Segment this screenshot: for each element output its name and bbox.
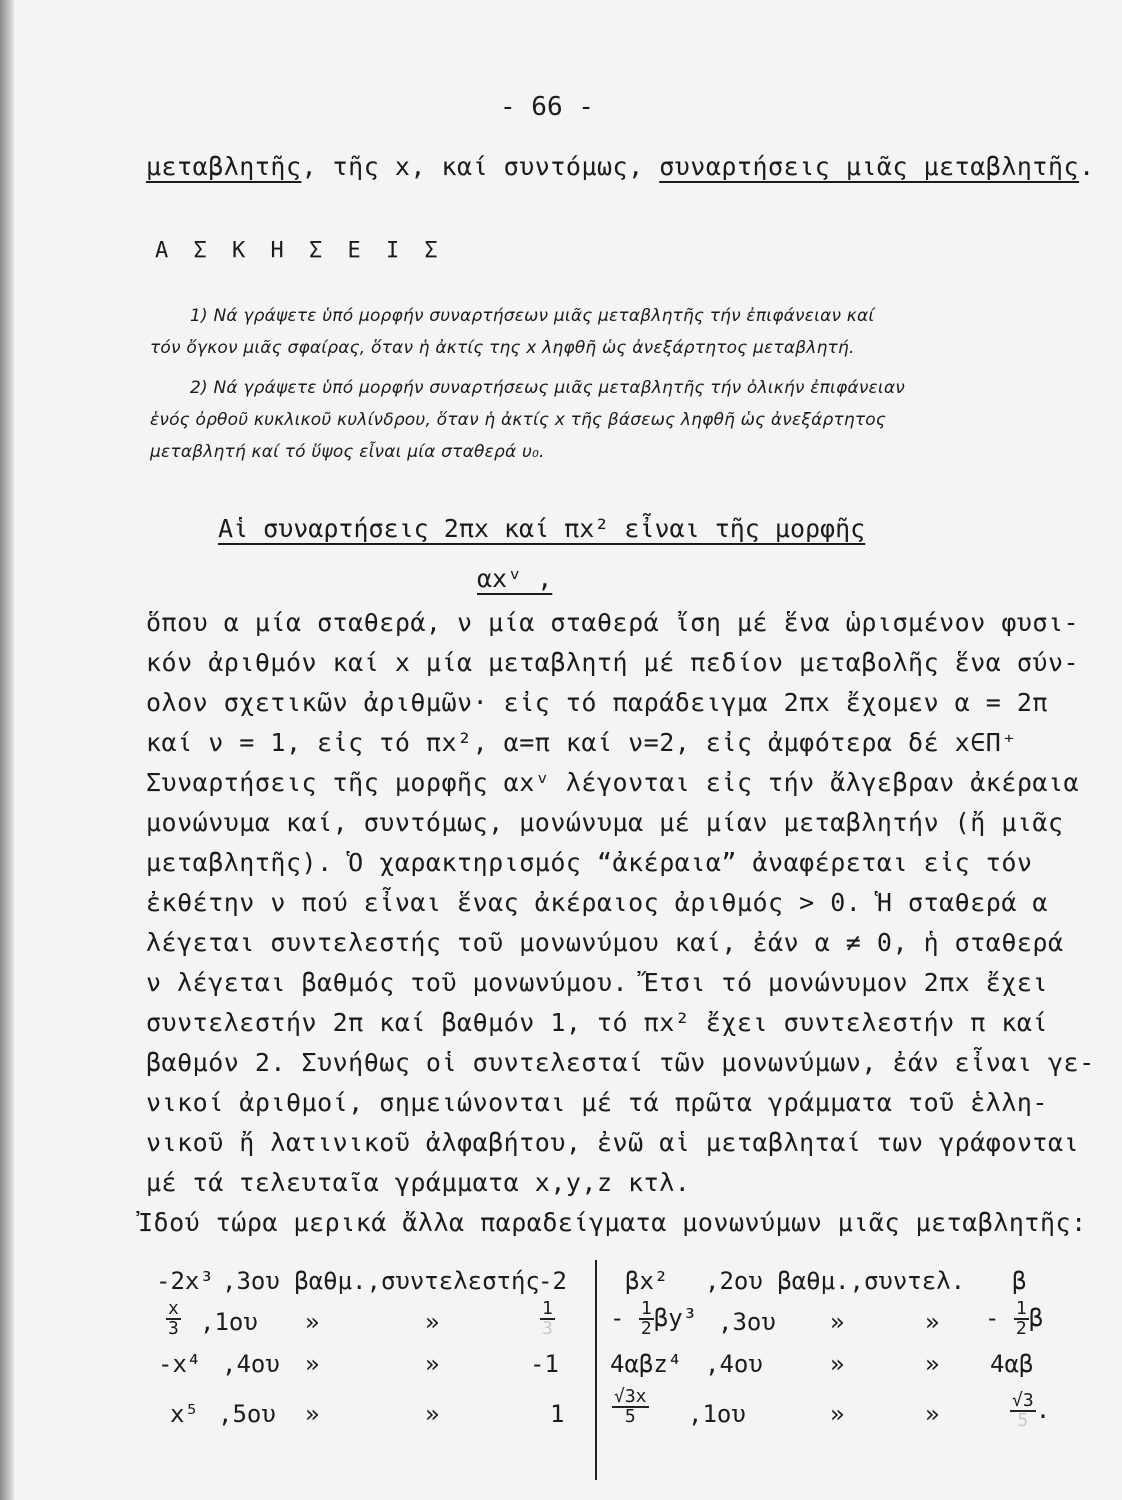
table-left-row-3-degree: ,4ου <box>222 1350 280 1378</box>
body-line-12: βαθμόν 2. Συνήθως οἱ συντελεσταί τῶν μονωνύμων, ἐάν εἶναι γε- <box>146 1048 1095 1077</box>
table-right-row-4-degree: ,1ου <box>688 1400 746 1428</box>
intro-period: . <box>1079 152 1095 181</box>
coef-denominator: 3 <box>542 1318 553 1339</box>
body-line-3: ολον σχετικῶν ἀριθμῶν· εἰς τό παράδειγμα 2πx ἔχομεν α = 2π <box>146 688 1048 717</box>
body-line-7: μεταβλητῆς). Ὁ χαρακτηρισμός “ἀκέραια” ἀναφέρεται εἰς τόν <box>146 848 1033 877</box>
table-right-row-2-ditto-1: » <box>830 1308 845 1336</box>
table-right-row-4-ditto-1: » <box>830 1400 845 1428</box>
expr-numerator: 1 <box>640 1298 652 1319</box>
exercises-heading: Α Σ Κ Η Σ Ε Ι Σ <box>155 238 444 263</box>
topic-formula: αxᵛ , <box>477 564 553 593</box>
coef-numerator: 1 <box>1015 1298 1027 1319</box>
page-binding-edge <box>0 0 14 1500</box>
table-left-row-4-expr: x⁵ <box>170 1400 199 1428</box>
expr-denominator: 2 <box>640 1318 652 1339</box>
coef-numerator: √3 <box>1012 1390 1034 1411</box>
exercise-2-line-1: 2) Νά γράψετε ὑπό μορφήν συναρτήσεως μιᾶς μεταβλητῆς τήν ὁλικήν ἐπιφάνειαν <box>190 378 905 398</box>
body-line-1: ὅπου α μία σταθερά, ν μία σταθερά ἴση μέ ἕνα ὡρισμένον φυσι- <box>146 608 1080 637</box>
table-right-row-1-coef: β <box>1012 1267 1027 1295</box>
coef-denominator: 2 <box>1015 1318 1027 1339</box>
coef-suffix: β <box>1028 1304 1044 1332</box>
intro-term-functions: συναρτήσεις μιᾶς μεταβλητῆς <box>659 152 1080 181</box>
body-line-16: Ἰδού τώρα μερικά ἄλλα παραδείγματα μονωνύμων μιᾶς μεταβλητῆς: <box>138 1208 1087 1237</box>
body-line-11: συντελεστήν 2π καί βαθμόν 1, τό πx² ἔχει συντελεστήν π καί <box>146 1008 1048 1037</box>
table-right-row-4-ditto-2: » <box>925 1400 940 1428</box>
table-left-row-4-coef: 1 <box>550 1400 565 1428</box>
table-left-row-3-ditto-2: » <box>425 1350 440 1378</box>
intro-text: , τῆς x, καί συντόμως, <box>301 152 660 181</box>
body-line-5: Συναρτήσεις τῆς μορφῆς αxᵛ λέγονται εἰς τήν ἄλγεβραν ἀκέραια <box>146 768 1080 797</box>
exercise-2-line-3: μεταβλητή καί τό ὕψος εἶναι μία σταθερά υ₀. <box>150 442 545 462</box>
table-left-row-1-coef: -2 <box>538 1267 567 1295</box>
coef-numerator: 1 <box>542 1298 553 1319</box>
body-line-6: μονώνυμα καί, συντόμως, μονώνυμα μέ μίαν μεταβλητήν (ἤ μιᾶς <box>146 808 1064 837</box>
body-line-2: κόν ἀριθμόν καί x μία μεταβλητή μέ πεδίον μεταβολῆς ἕνα σύν- <box>146 648 1080 677</box>
table-right-row-3-ditto-2: » <box>925 1350 940 1378</box>
table-right-row-2-expr <box>610 1300 697 1338</box>
table-right-row-3-coef: 4αβ <box>990 1350 1034 1378</box>
body-line-9: λέγεται συντελεστής τοῦ μονωνύμου καί, ἐάν α ≠ 0, ἡ σταθερά <box>146 928 1064 957</box>
exercise-1-line-2: τόν ὄγκον μιᾶς σφαίρας, ὅταν ἡ ἀκτίς της x ληφθῆ ὡς ἀνεξάρτητος μεταβλητή. <box>150 338 855 358</box>
expr-denominator: 3 <box>168 1318 179 1339</box>
table-right-row-3-expr: 4αβz⁴ <box>610 1350 683 1378</box>
expr-prefix: - <box>610 1304 625 1332</box>
exercise-2-line-2: ἑνός ὀρθοῦ κυκλικοῦ κυλίνδρου, ὅταν ἡ ἀκτίς x τῆς βάσεως ληφθῆ ὡς ἀνεξάρτητος <box>150 410 887 430</box>
expr-denominator: 5 <box>624 1406 636 1427</box>
table-left-row-2-ditto-2: » <box>425 1308 440 1336</box>
body-line-15: μέ τά τελευταῖα γράμματα x,y,z κτλ. <box>146 1168 691 1197</box>
table-left-row-4-ditto-1: » <box>305 1400 320 1428</box>
table-right-row-3-ditto-1: » <box>830 1350 845 1378</box>
table-left-row-2-coef <box>540 1300 555 1338</box>
body-line-4: καί ν = 1, εἰς τό πx², α=π καί ν=2, εἰς ἀμφότερα δέ x∈Π⁺ <box>146 728 1017 757</box>
exercise-1-line-1: 1) Νά γράψετε ὑπό μορφήν συναρτήσεων μιᾶς μεταβλητῆς τήν ἐπιφάνειαν καί <box>190 306 875 326</box>
table-left-row-4-ditto-2: » <box>425 1400 440 1428</box>
table-left-row-2-ditto-1: » <box>305 1308 320 1336</box>
table-left-row-1-expr: -2x³ <box>156 1267 214 1295</box>
coef-denominator: 5 <box>1017 1410 1029 1431</box>
coef-suffix: . <box>1035 1396 1051 1424</box>
table-divider <box>595 1260 597 1480</box>
table-right-row-3-degree: ,4ου <box>705 1350 763 1378</box>
table-left-row-1-degree: ,3ου βαθμ.,συντελεστής <box>222 1267 540 1295</box>
table-left-row-3-expr: -x⁴ <box>158 1350 202 1378</box>
table-right-row-4-coef <box>1010 1392 1050 1430</box>
table-right-row-1-degree: ,2ου βαθμ.,συντελ. <box>705 1267 966 1295</box>
table-right-row-2-degree: ,3ου <box>718 1308 776 1336</box>
body-line-14: νικοῦ ἤ λατινικοῦ ἀλφαβήτου, ἐνῶ αἱ μεταβληταί των γράφονται <box>146 1128 1080 1157</box>
body-line-10: ν λέγεται βαθμός τοῦ μονωνύμου. Ἔτσι τό μονώνυμον 2πx ἔχει <box>146 968 1048 997</box>
table-right-row-4-expr <box>612 1388 649 1426</box>
page-number: - 66 - <box>500 92 594 122</box>
table-right-row-2-coef <box>985 1300 1043 1338</box>
topic-title: Αἱ συναρτήσεις 2πx καί πx² εἶναι τῆς μορφῆς <box>218 514 866 543</box>
table-left-row-4-degree: ,5ου <box>218 1400 276 1428</box>
intro-term-variable: μεταβλητῆς <box>146 152 302 181</box>
intro-line <box>146 152 1095 181</box>
table-right-row-2-ditto-2: » <box>925 1308 940 1336</box>
body-line-8: ἐκθέτην ν πού εἶναι ἕνας ἀκέραιος ἀριθμός > 0. Ἡ σταθερά α <box>146 888 1048 917</box>
table-left-row-3-ditto-1: » <box>305 1350 320 1378</box>
expr-suffix: βy³ <box>653 1304 698 1332</box>
table-left-row-3-coef: -1 <box>530 1350 559 1378</box>
table-left-row-2-expr <box>166 1300 181 1338</box>
expr-numerator: x <box>168 1298 179 1319</box>
body-line-13: νικοί ἀριθμοί, σημειώνονται μέ τά πρῶτα γράμματα τοῦ ἑλλη- <box>146 1088 1048 1117</box>
table-right-row-1-expr: βx² <box>625 1267 669 1295</box>
coef-prefix: - <box>985 1304 1000 1332</box>
table-left-row-2-degree: ,1ου <box>200 1308 258 1336</box>
expr-numerator: √3x <box>614 1386 647 1407</box>
